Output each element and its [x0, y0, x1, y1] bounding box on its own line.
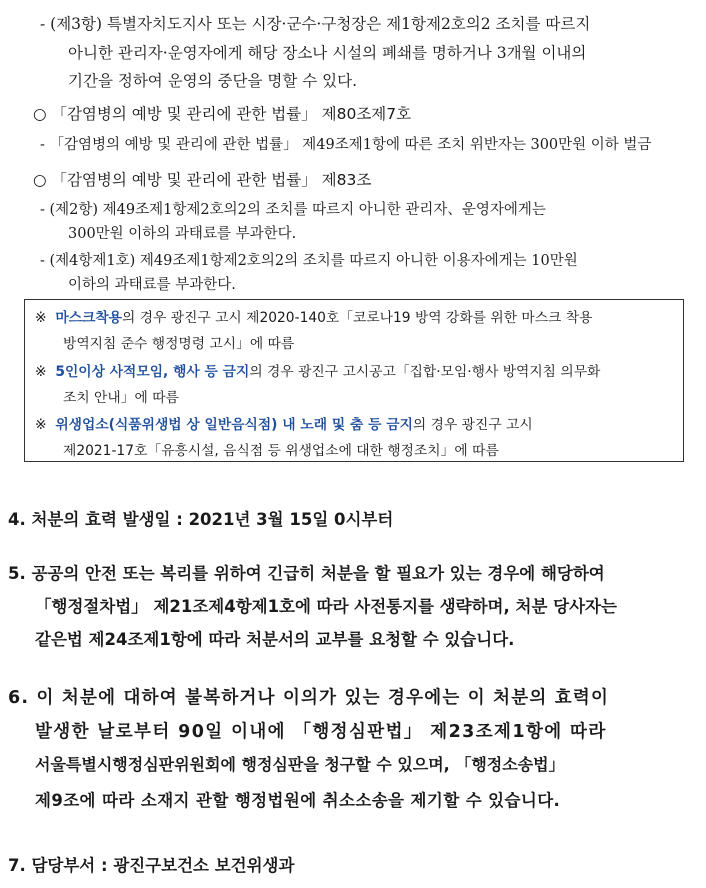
- note-1-text: 의 경우 광진구 고시 제2020-140호「코로나19 방역 강화를 위한 마스크 착용: [121, 310, 593, 326]
- note-mark: ※: [35, 310, 47, 326]
- law83-item1-line1: - (제2항) 제49조제1항제2호의2의 조치를 따르지 아니한 관리자、운영자에게는: [40, 202, 546, 218]
- notice-box: [24, 299, 684, 462]
- law83-item2-line1: - (제4항제1호) 제49조제1항제2호의2의 조치를 따르지 아니한 이용자에게는 10만원: [40, 253, 578, 269]
- note-3-line2: 제2021-17호「유흥시설, 음식점 등 위생업소에 대한 행정조치」에 따름: [63, 443, 499, 459]
- note-mark: ※: [35, 417, 47, 433]
- note-1-line1: [35, 306, 592, 326]
- section-7: 7. 담당부서 : 광진구보건소 보건위생과: [8, 856, 295, 875]
- section-6-line4: 제9조에 따라 소재지 관할 행정법원에 취소소송을 제기할 수 있습니다.: [35, 791, 561, 810]
- section-4: 4. 처분의 효력 발생일 : 2021년 3월 15일 0시부터: [8, 510, 394, 529]
- note-3-emphasis: 위생업소(식품위생법 상 일반음식점) 내 노래 및 춤 등 금지: [55, 417, 413, 433]
- note-2-emphasis: 5인이상 사적모임, 행사 등 금지: [55, 364, 250, 380]
- law80-item: - 「감염병의 예방 및 관리에 관한 법률」 제49조제1항에 따른 조치 위반자는 300만원 이하 벌금: [40, 137, 652, 153]
- note-2-line1: [35, 360, 600, 380]
- section-5-line1: 5. 공공의 안전 또는 복리를 위하여 긴급히 처분을 할 필요가 있는 경우에 해당하여: [8, 564, 605, 583]
- section-6-line1: 6. 이 처분에 대하여 불복하거나 이의가 있는 경우에는 이 처분의 효력이: [8, 688, 610, 708]
- section-6-line3: 서울특별시행정심판위원회에 행정심판을 청구할 수 있으며, 「행정소송법」: [35, 755, 565, 774]
- note-3-text: 의 경우 광진구 고시: [412, 417, 533, 433]
- law83-heading: ○ 「감염병의 예방 및 관리에 관한 법률」 제83조: [33, 171, 372, 189]
- note-mark: ※: [35, 364, 47, 380]
- para3-line3: 기간을 정하여 운영의 중단을 명할 수 있다.: [68, 72, 358, 90]
- note-3-line1: [35, 413, 533, 433]
- note-1-line2: 방역지침 준수 행정명령 고시」에 따름: [63, 336, 295, 352]
- section-5-line2: 「행정절차법」 제21조제4항제1호에 따라 사전통지를 생략하며, 처분 당사자는: [35, 597, 617, 616]
- note-2-line2: 조치 안내」에 따름: [63, 390, 179, 406]
- section-5-line3: 같은법 제24조제1항에 따라 처분서의 교부를 요청할 수 있습니다.: [35, 630, 515, 649]
- section-6-line2: 발생한 날로부터 90일 이내에 「행정심판법」 제23조제1항에 따라: [35, 722, 607, 742]
- para3-line2: 아니한 관리자·운영자에게 해당 장소나 시설의 폐쇄를 명하거나 3개월 이내의: [68, 44, 587, 62]
- note-2-text: 의 경우 광진구 고시공고「집합·모임·행사 방역지침 의무화: [249, 364, 601, 380]
- law83-item1-line2: 300만원 이하의 과태료를 부과한다.: [68, 226, 297, 242]
- note-1-emphasis: 마스크착용: [55, 310, 122, 326]
- law80-heading: ○ 「감염병의 예방 및 관리에 관한 법률」 제80조제7호: [33, 105, 412, 123]
- law83-item2-line2: 이하의 과태료를 부과한다.: [68, 277, 236, 293]
- para3-line1: - (제3항) 특별자치도지사 또는 시장·군수·구청장은 제1항제2호의2 조치를 따르지: [40, 15, 591, 33]
